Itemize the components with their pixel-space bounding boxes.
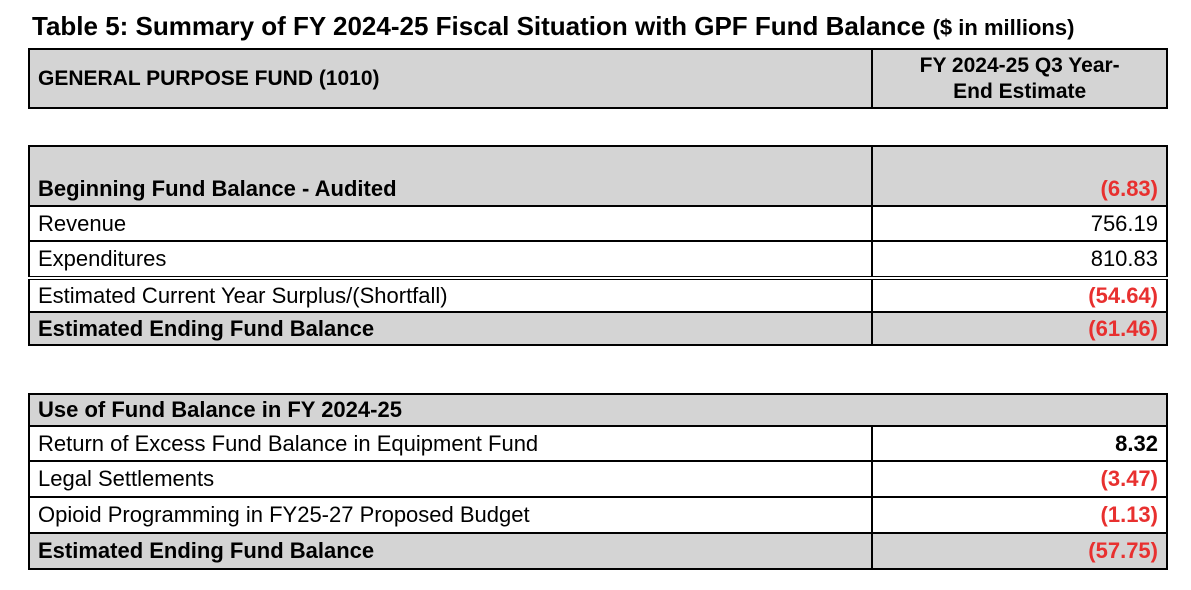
row-value: 756.19 [872,206,1167,241]
table-row-ending-balance-final [29,533,1167,569]
row-label: Estimated Current Year Surplus/(Shortfall) [29,278,872,312]
row-value: (54.64) [872,278,1167,312]
fund-label: GENERAL PURPOSE FUND (1010) [29,49,872,108]
row-label: Beginning Fund Balance - Audited [29,146,872,206]
row-label: Expenditures [29,241,872,278]
row-value: (57.75) [872,533,1167,569]
row-label: Estimated Ending Fund Balance [29,533,872,569]
table-row-revenue [29,206,1167,241]
table-row-equipment-fund [29,426,1167,461]
header-row [29,49,1167,108]
table-row-expenditures [29,241,1167,278]
row-label: Opioid Programming in FY25-27 Proposed Budget [29,497,872,533]
use-of-fund-table [28,393,1168,570]
column-header-line2: End Estimate [953,79,1087,103]
table-row-ending-balance [29,312,1167,345]
table-row-surplus-shortfall [29,278,1167,312]
table-row-beginning-balance [29,146,1167,206]
table-row-use-of-fund-heading [29,394,1167,426]
column-header-line1: FY 2024-25 Q3 Year- [919,53,1120,77]
row-label: Estimated Ending Fund Balance [29,312,872,345]
row-label: Legal Settlements [29,461,872,497]
row-value: 810.83 [872,241,1167,278]
header-table [28,48,1168,109]
column-header [872,49,1167,108]
row-label: Return of Excess Fund Balance in Equipment Fund [29,426,872,461]
table-title [32,8,1074,44]
row-label: Revenue [29,206,872,241]
row-value: 8.32 [872,426,1167,461]
table-row-legal-settlements [29,461,1167,497]
row-value: (6.83) [872,146,1167,206]
row-value: (61.46) [872,312,1167,345]
table-title-main: Table 5: Summary of FY 2024-25 Fiscal Situation with GPF Fund Balance [32,11,926,41]
row-value: (3.47) [872,461,1167,497]
section-heading: Use of Fund Balance in FY 2024-25 [29,394,1167,426]
table-row-opioid-programming [29,497,1167,533]
table-title-unit: ($ in millions) [932,15,1075,40]
row-value: (1.13) [872,497,1167,533]
summary-table [28,145,1168,346]
